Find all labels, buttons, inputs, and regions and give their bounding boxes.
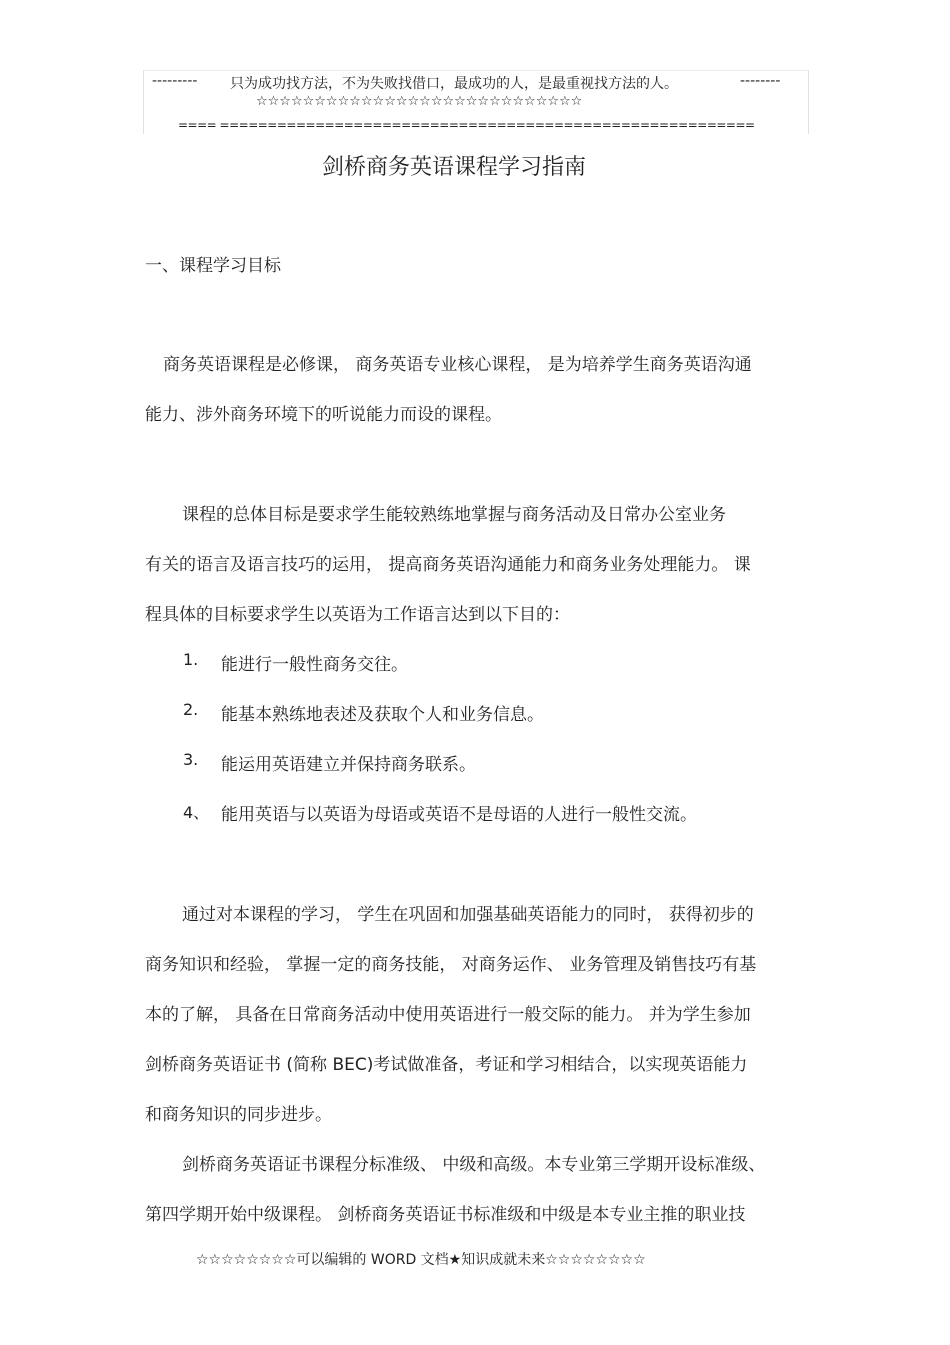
- goal-text: 能运用英语建立并保持商务联系。: [221, 755, 476, 775]
- header-dash-left: ---------: [152, 73, 198, 89]
- paragraph-3-line-1: 通过对本课程的学习， 学生在巩固和加强基础英语能力的同时， 获得初步的: [182, 905, 754, 925]
- paragraph-3-line-4: 剑桥商务英语证书 (简称 BEC)考试做准备，考证和学习相结合，以实现英语能力: [145, 1055, 748, 1075]
- goal-number: 2.: [183, 700, 199, 719]
- header-motto: 只为成功找方法，不为失败找借口，最成功的人，是最重视找方法的人。: [230, 76, 678, 92]
- paragraph-2-line-2: 有关的语言及语言技巧的运用， 提高商务英语沟通能力和商务业务处理能力。 课: [145, 555, 751, 575]
- goal-number: 1.: [183, 650, 199, 669]
- paragraph-4-line-1: 剑桥商务英语证书课程分标准级、 中级和高级。本专业第三学期开设标准级、: [182, 1155, 766, 1175]
- paragraph-3-line-2: 商务知识和经验， 掌握一定的商务技能， 对商务运作、 业务管理及销售技巧有基: [145, 955, 757, 975]
- footer-note: ☆☆☆☆☆☆☆☆可以编辑的 WORD 文档★知识成就未来☆☆☆☆☆☆☆☆: [196, 1252, 646, 1268]
- header-divider: ==== ========================================================: [178, 118, 755, 132]
- goal-number: 4、: [183, 803, 210, 822]
- section-heading: 一、课程学习目标: [145, 256, 281, 276]
- paragraph-3-line-5: 和商务知识的同步进步。: [145, 1105, 332, 1125]
- goal-number: 3.: [183, 750, 199, 769]
- header-dash-right: --------: [740, 73, 781, 89]
- paragraph-1-line-1: 商务英语课程是必修课， 商务英语专业核心课程， 是为培养学生商务英语沟通: [163, 355, 752, 375]
- paragraph-1-line-2: 能力、涉外商务环境下的听说能力而设的课程。: [145, 405, 502, 425]
- goal-text: 能用英语与以英语为母语或英语不是母语的人进行一般性交流。: [221, 805, 697, 825]
- paragraph-4-line-2: 第四学期开始中级课程。 剑桥商务英语证书标准级和中级是本专业主推的职业技: [145, 1205, 746, 1225]
- page-title: 剑桥商务英语课程学习指南: [322, 155, 587, 180]
- paragraph-3-line-3: 本的了解， 具备在日常商务活动中使用英语进行一般交际的能力。 并为学生参加: [145, 1005, 751, 1025]
- goal-text: 能基本熟练地表述及获取个人和业务信息。: [221, 705, 544, 725]
- paragraph-2-line-1: 课程的总体目标是要求学生能较熟练地掌握与商务活动及日常办公室业务: [182, 505, 726, 525]
- header-stars: ☆☆☆☆☆☆☆☆☆☆☆☆☆☆☆☆☆☆☆☆☆☆☆☆☆☆☆☆: [256, 94, 583, 109]
- goal-text: 能进行一般性商务交往。: [221, 655, 408, 675]
- paragraph-2-line-3: 程具体的目标要求学生以英语为工作语言达到以下目的：: [145, 605, 570, 625]
